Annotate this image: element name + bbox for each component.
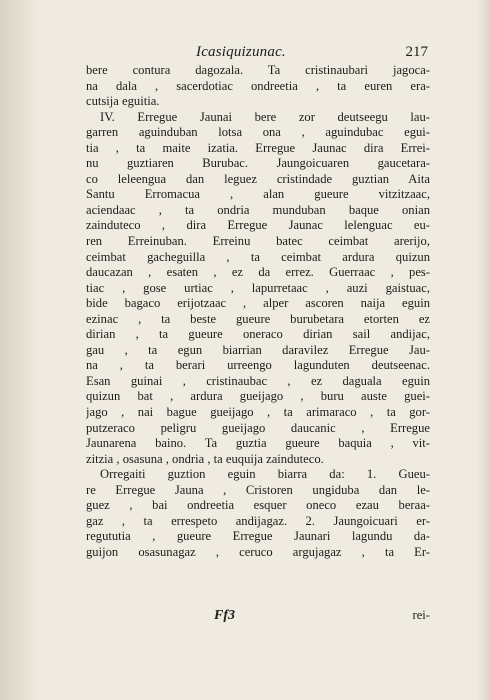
text-line: garren aguinduban lotsa ona , aguindubac egui- <box>86 125 430 140</box>
text-line: cutsija eguitia. <box>86 94 160 109</box>
text-line: co leleengua dan leguez cristindade guztian Aita <box>86 171 430 186</box>
page-footer <box>86 608 430 626</box>
text-line: ceimbat gacheguilla , ta ceimbat ardura quizun <box>86 249 430 264</box>
text-line: regututia , gueure Erregue Jaunari lagundu da- <box>86 529 430 544</box>
text-line: Orregaiti guztion eguin biarra da: 1. Gueu- <box>100 467 430 482</box>
running-head: Icasiquizunac. <box>196 44 286 60</box>
text-line: gau , ta egun biarrian daravilez Erregue Jau- <box>86 342 430 357</box>
text-line: tiac , gose urtiac , lapurretaac , auzi gaistuac, <box>86 280 430 295</box>
text-line: jago , nai bague gueijago , ta arimaraco , ta gor- <box>86 405 430 420</box>
text-line: tia , ta maite izatia. Erregue Jaunac dira Errei- <box>86 140 430 155</box>
signature-mark: Ff3 <box>214 608 235 623</box>
text-line: re Erregue Jauna , Cristoren ungiduba dan le- <box>86 482 430 497</box>
text-line: daucazan , esaten , ez da errez. Guerraac , pes- <box>86 265 430 280</box>
text-line: aciendaac , ta ondria munduban baque onian <box>86 202 430 217</box>
text-line: guijon osasunagaz , ceruco argujagaz , ta Er- <box>86 544 430 559</box>
text-line: zitzia , osasuna , ondria , ta euquija zainduteco. <box>86 451 324 466</box>
text-line: guez , bai ondreetia esquer oneco ezau beraa- <box>86 498 430 513</box>
text-line: quizun bat , ardura gueijago , buru auste guei- <box>86 389 430 404</box>
text-line: putzeraco peligru gueijago daucanic , Erregue <box>86 420 430 435</box>
text-line: nu guztiaren Burubac. Jaungoicuaren gaucetara- <box>86 156 430 171</box>
text-line: Santu Erromacua , alan gueure vitzitzaac, <box>86 187 430 202</box>
text-line: zainduteco , dira Erregue Jaunac lelenguac eu- <box>86 218 430 233</box>
text-line: na , ta berari urreengo lagunduten deutseenac. <box>86 358 430 373</box>
text-line: dirian , ta gueure oneraco dirian sail andijac, <box>86 327 430 342</box>
body-text <box>86 63 430 561</box>
text-line: IV. Erregue Jaunai bere zor deutseegu lau- <box>100 109 430 124</box>
page-header <box>78 44 428 64</box>
text-line: na dala , sacerdotiac ondreetia , ta euren era- <box>86 78 430 93</box>
page-number: 217 <box>405 44 428 60</box>
catchword: rei- <box>412 608 430 622</box>
text-line: Esan guinai , cristinaubac , ez daguala eguin <box>86 373 430 388</box>
text-line: bere contura dagozala. Ta cristinaubari jagoca- <box>86 63 430 77</box>
text-line: ren Erreinuban. Erreinu batec ceimbat arerijo, <box>86 234 430 249</box>
text-line: ezinac , ta beste gueure burubetara etorten ez <box>86 311 430 326</box>
text-line: bide bagaco erijotzaac , alper ascoren naija eguin <box>86 296 430 311</box>
text-line: Jaunarena baino. Ta guztia gueure baquia , vit- <box>86 436 430 451</box>
edge-shadow <box>476 0 490 700</box>
gutter-shadow <box>0 0 40 700</box>
text-line: gaz , ta errespeto andijagaz. 2. Jaungoicuari er- <box>86 513 430 528</box>
